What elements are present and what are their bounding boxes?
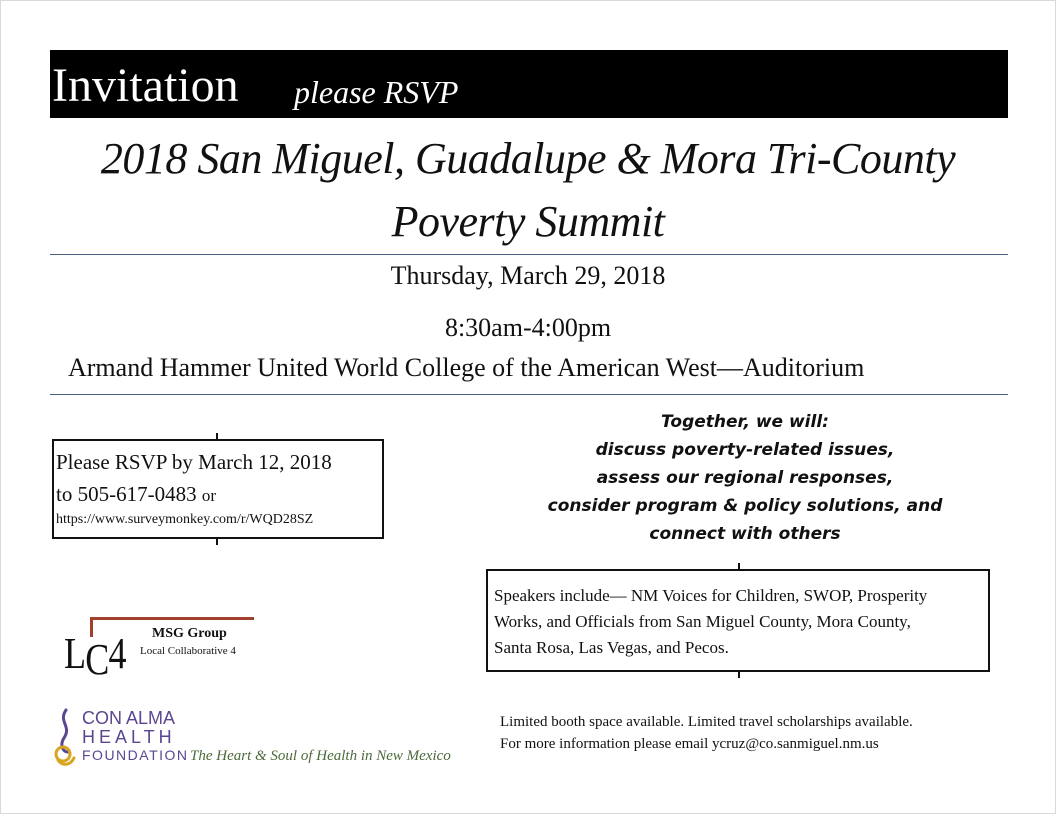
lc4-accent-bar <box>90 617 254 620</box>
event-venue: Armand Hammer United World College of the American West—Auditorium <box>68 353 865 382</box>
banner-subtitle: please RSVP <box>294 74 459 110</box>
together-list <box>490 408 1000 548</box>
together-item: discuss poverty-related issues, <box>595 440 895 460</box>
divider-top <box>50 254 1008 255</box>
lc4-mark-c: C <box>85 635 109 684</box>
invitation-banner <box>50 50 1008 118</box>
lc4-subtitle: Local Collaborative 4 <box>140 645 236 657</box>
speakers-line: Works, and Officials from San Miguel County, Mora County, <box>494 612 911 631</box>
banner-title: Invitation <box>52 59 239 112</box>
lc4-logo <box>64 617 264 684</box>
rsvp-or: or <box>201 486 216 505</box>
together-item: connect with others <box>649 524 841 544</box>
con-alma-line3: FOUNDATION <box>82 747 189 763</box>
speakers-text <box>494 583 984 661</box>
info-notes <box>500 711 913 755</box>
together-item: assess our regional responses, <box>596 468 894 488</box>
event-time: 8:30am-4:00pm <box>444 313 612 342</box>
booth-note: Limited booth space available. Limited travel scholarships available. <box>500 714 913 730</box>
rsvp-deadline: Please RSVP by March 12, 2018 <box>56 450 332 474</box>
con-alma-tagline: The Heart & Soul of Health in New Mexico <box>190 748 451 764</box>
divider-bottom <box>50 394 1008 395</box>
contact-note: For more information please email ycruz@co.sanmiguel.nm.us <box>500 736 879 752</box>
heart-flame-icon <box>54 708 76 766</box>
rsvp-survey-link[interactable]: https://www.surveymonkey.com/r/WQD28SZ <box>56 512 314 527</box>
summit-title-line2: Poverty Summit <box>391 197 665 246</box>
summit-title-line1: 2018 San Miguel, Guadalupe & Mora Tri-County <box>100 134 956 183</box>
rsvp-phone-line <box>56 481 216 509</box>
lc4-mark-l: L <box>64 629 86 678</box>
speakers-line: Speakers include— NM Voices for Children, SWOP, Prosperity <box>494 586 928 605</box>
rsvp-box <box>52 439 384 539</box>
lc4-mark-4: 4 <box>108 629 126 678</box>
together-heading: Together, we will: <box>661 412 829 432</box>
bracket-tick-bottom <box>738 670 740 678</box>
lc4-mark <box>64 629 126 684</box>
speakers-line: Santa Rosa, Las Vegas, and Pecos. <box>494 638 729 657</box>
bracket-tick-bottom <box>216 537 218 545</box>
event-date: Thursday, March 29, 2018 <box>390 261 666 290</box>
bracket-tick-top <box>738 563 740 571</box>
together-item: consider program & policy solutions, and <box>547 496 943 516</box>
speakers-box <box>486 569 990 672</box>
con-alma-line1: CON ALMA <box>82 708 176 728</box>
bracket-tick-top <box>216 433 218 441</box>
rsvp-phone: to 505-617-0483 <box>56 482 197 506</box>
lc4-group-name: MSG Group <box>152 626 227 641</box>
con-alma-line2: HEALTH <box>82 727 176 747</box>
con-alma-logo <box>52 706 472 768</box>
